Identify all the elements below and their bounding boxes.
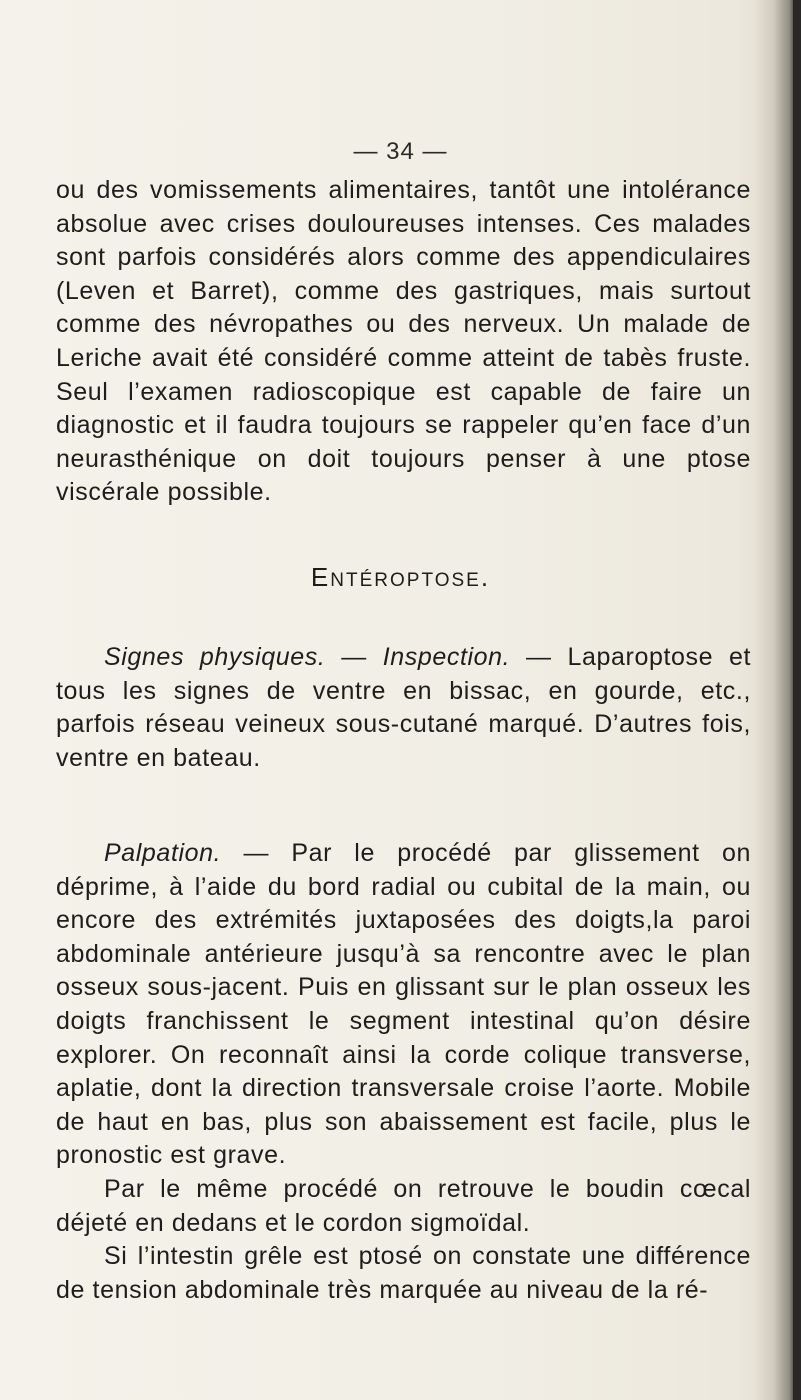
paragraph-intro: [56, 174, 751, 510]
paragraph-intestin: Si l’intestin grêle est ptosé on constate une différence de tension abdominale très marquée au niveau de la ré-: [56, 1242, 751, 1304]
paragraph-palpation-text: [56, 837, 751, 1173]
section-title: [0, 562, 801, 593]
section-title-rest: NTÉROPTOSE: [330, 570, 481, 591]
paragraph-inspection-text: [56, 641, 751, 775]
heading-inspection: Inspection.: [382, 643, 511, 671]
paragraph-palpation: [56, 837, 751, 1307]
heading-palpation: Palpation.: [104, 839, 222, 867]
separator: —: [325, 643, 383, 671]
inspection-body: — Laparoptose et tous les signes de ventre en bissac, en gourde, etc., parfois réseau veineux sous-cutané marqué. D’autres fois, ventre en bateau.: [56, 643, 751, 772]
section-title-end: .: [480, 562, 491, 592]
page-number: — 34 —: [353, 138, 448, 165]
paragraph-intro-text: ou des vomissements alimentaires, tantôt une intolérance absolue avec crises douloureuses intenses. Ces malades sont parfois considérés alors comme des appendiculaires (Leven et Barret), comme des gastriques, mais surtout comme des névropathes ou des nerveux. Un malade de Leriche avait été considéré comme atteint de tabès fruste. Seul l’examen radioscopique est capable de faire un diagnostic et il faudra toujours se rappeler qu’en face d’un neurasthénique on doit toujours penser à une ptose viscérale possible.: [56, 176, 751, 507]
palpation-body: — Par le procédé par glissement on déprime, à l’aide du bord radial ou cubital de la main, ou encore des extrémités juxtaposées des doigts,la paroi abdominale antérieure jusqu’à sa rencontre avec le plan osseux sous-jacent. Puis en glissant sur le plan osseux les doigts franchissent le segment intestinal qu’on désire explorer. On reconnaît ainsi la corde colique transverse, aplatie, dont la direction transversale croise l’aorte. Mobile de haut en bas, plus son abaissement est facile, plus le pronostic est grave.: [56, 839, 751, 1170]
paragraph-cecal: Par le même procédé on retrouve le boudin cœcal déjeté en dedans et le cordon sigmoïdal.: [56, 1174, 751, 1237]
paragraph-inspection: [56, 641, 751, 775]
heading-signes-physiques: Signes physiques.: [104, 643, 326, 671]
section-title-initial: E: [310, 562, 331, 592]
binding-edge: [793, 0, 801, 1400]
